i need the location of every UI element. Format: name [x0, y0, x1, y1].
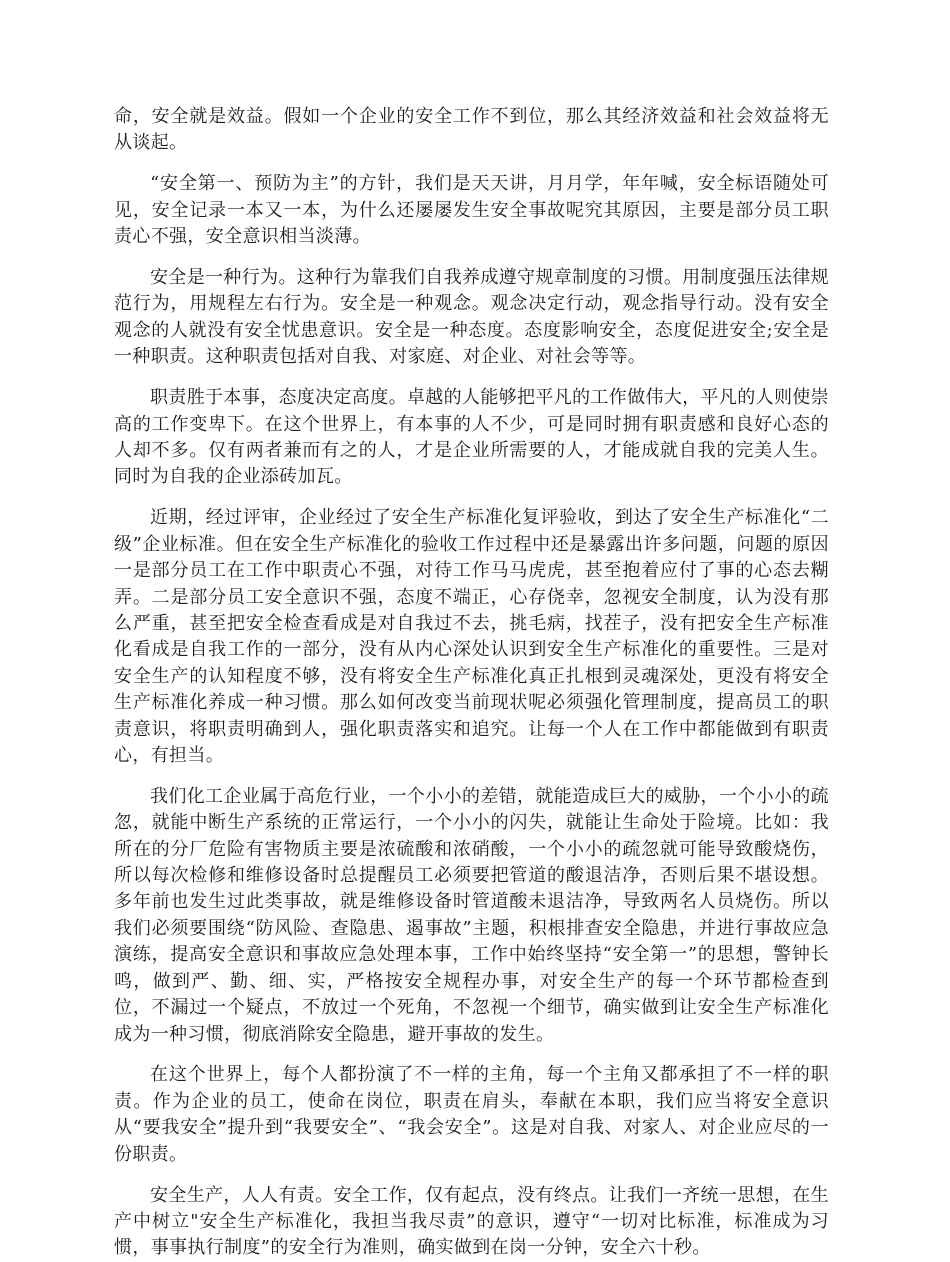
paragraph-8: 安全生产，人人有责。安全工作，仅有起点，没有终点。让我们一齐统一思想，在生产中树立"安全生产标准化，我担当我尽责”的意识，遵守“一切对比标准，标准成为习惯，事事执行制度”的安全行为准则，确实做到在岗一分钟，安全六十秒。 [114, 1184, 829, 1259]
paragraph-5: 近期，经过评审，企业经过了安全生产标准化复评验收，到达了安全生产标准化“二级”企业标准。但在安全生产标准化的验收工作过程中还是暴露出许多问题，问题的原因一是部分员工在工作中职责心不强，对待工作马马虎虎，甚至抱着应付了事的心态去糊弄。二是部分员工安全意识不强，态度不端正，心存侥幸，忽视安全制度，认为没有那么严重，甚至把安全检查看成是对自我过不去，挑毛病，找茬子，没有把安全生产标准化看成是自我工作的一部分，没有从内心深处认识到安全生产标准化的重要性。三是对安全生产的认知程度不够，没有将安全生产标准化真正扎根到灵魂深处，更没有将安全生产标准化养成一种习惯。那么如何改变当前现状呢必须强化管理制度，提高员工的职责意识，将职责明确到人，强化职责落实和追究。让每一个人在工作中都能做到有职责心，有担当。 [114, 507, 829, 766]
paragraph-6: 我们化工企业属于高危行业，一个小小的差错，就能造成巨大的威胁，一个小小的疏忽，就能中断生产系统的正常运行，一个小小的闪失，就能让生命处于险境。比如：我所在的分厂危险有害物质主要是浓硫酸和浓硝酸，一个小小的疏忽就可能导致酸烧伤，所以每次检修和维修设备时总提醒员工必须要把管道的酸退洁净，否则后果不堪设想。多年前也发生过此类事故，就是维修设备时管道酸未退洁净，导致两名人员烧伤。所以我们必须要围绕“防风险、查隐患、遏事故”主题，积根排查安全隐患，并进行事故应急演练，提高安全意识和事故应急处理本事，工作中始终坚持“安全第一”的思想，警钟长鸣，做到严、勤、细、实，严格按安全规程办事，对安全生产的每一个环节都检查到位，不漏过一个疑点，不放过一个死角，不忽视一个细节，确实做到让安全生产标准化成为一种习惯，彻底消除安全隐患，避开事故的发生。 [114, 785, 829, 1045]
paragraph-3: 安全是一种行为。这种行为靠我们自我养成遵守规章制度的习惯。用制度强压法律规范行为，用规程左右行为。安全是一种观念。观念决定行动，观念指导行动。没有安全观念的人就没有安全忧患意识。安全是一种态度。态度影响安全，态度促进安全;安全是一种职责。这种职责包括对自我、对家庭、对企业、对社会等等。 [114, 267, 829, 368]
paragraph-7: 在这个世界上，每个人都扮演了不一样的主角，每一个主角又都承担了不一样的职责。作为企业的员工，使命在岗位，职责在肩头，奉献在本职，我们应当将安全意识从“要我安全”提升到“我要安全”、“我会安全”。这是对自我、对家人、对企业应尽的一份职责。 [114, 1064, 829, 1165]
paragraph-2: “安全第一、预防为主”的方针，我们是天天讲，月月学，年年喊，安全标语随处可见，安全记录一本又一本，为什么还屡屡发生安全事故呢究其原因，主要是部分员工职责心不强，安全意识相当淡薄。 [114, 173, 829, 248]
paragraph-4: 职责胜于本事，态度决定高度。卓越的人能够把平凡的工作做伟大，平凡的人则使崇高的工作变卑下。在这个世界上，有本事的人不少，可是同时拥有职责感和良好心态的人却不多。仅有两者兼而有之的人，才是企业所需要的人，才能成就自我的完美人生。同时为自我的企业添砖加瓦。 [114, 387, 829, 488]
paragraph-1: 命，安全就是效益。假如一个企业的安全工作不到位，那么其经济效益和社会效益将无从谈起。 [114, 106, 829, 154]
